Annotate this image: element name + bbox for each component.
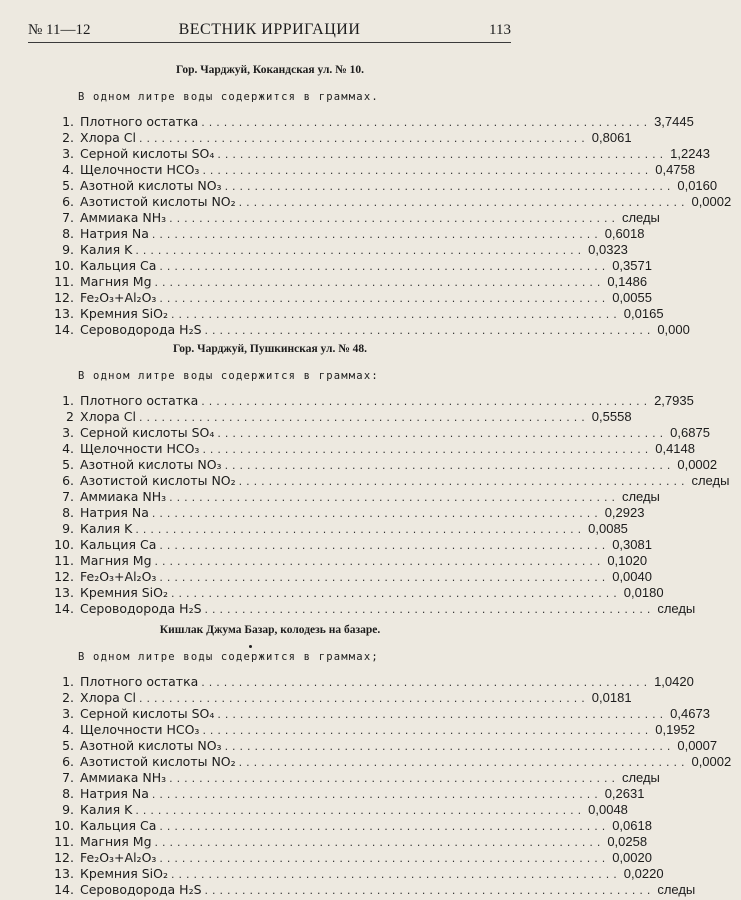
dot-leader: ............................................................ (204, 884, 655, 897)
header-rule (28, 42, 511, 43)
substance-name: Сероводорода H₂S (80, 601, 202, 616)
table-row (50, 786, 645, 802)
table-row (50, 409, 632, 425)
table-row (50, 754, 732, 770)
substance-name: Серной кислоты SO₄ (80, 146, 215, 161)
table-row (50, 114, 694, 130)
substance-value: 0,1020 (607, 553, 648, 568)
row-number: 12. (54, 290, 74, 305)
substance-value: 0,0160 (677, 178, 718, 193)
substance-name: Азотистой кислоты NO₂ (80, 754, 236, 769)
substance-name: Азотистой кислоты NO₂ (80, 194, 236, 209)
dot-leader: ............................................................ (154, 836, 605, 849)
dot-leader: ............................................................ (201, 116, 652, 129)
table-row (50, 690, 632, 706)
row-number: 7. (62, 770, 74, 785)
table-row (50, 802, 628, 818)
substance-name: Fe₂O₃+Al₂O₃ (80, 569, 157, 584)
substance-name: Серной кислоты SO₄ (80, 706, 215, 721)
substance-name: Сероводорода H₂S (80, 882, 202, 897)
substance-value: 0,0085 (588, 521, 628, 536)
row-number: 1. (62, 114, 74, 129)
row-number: 12. (54, 850, 74, 865)
dot-leader: ............................................................ (154, 276, 605, 289)
row-number: 4. (62, 162, 74, 177)
analysis-section-2 (50, 341, 730, 617)
substance-name: Щелочности HCO₃ (80, 722, 200, 737)
dot-leader: ............................................................ (138, 692, 589, 705)
table-row (50, 258, 652, 274)
dot-leader: ............................................................ (204, 324, 655, 337)
section-subtitle: В одном литре воды содержится в граммах. (78, 91, 379, 103)
substance-name: Аммиака NH₃ (80, 489, 167, 504)
dot-leader: ............................................................ (169, 212, 619, 225)
dot-leader: ............................................................ (135, 523, 586, 536)
dot-leader: ............................................................ (238, 475, 689, 488)
substance-name: Плотного остатка (80, 114, 199, 129)
substance-name: Кремния SiO₂ (80, 585, 168, 600)
table-row (50, 130, 632, 146)
substance-value: 0,8061 (591, 130, 632, 145)
dot-leader: ............................................................ (159, 292, 610, 305)
substance-name: Азотной кислоты NO₃ (80, 457, 222, 472)
page-header (28, 20, 511, 44)
table-row (50, 521, 628, 537)
substance-value: 0,0048 (588, 802, 628, 817)
row-number: 9. (62, 521, 74, 536)
dot-leader: ............................................................ (238, 756, 689, 769)
row-number: 12. (54, 569, 74, 584)
table-row (50, 537, 652, 553)
row-number: 10. (54, 818, 74, 833)
row-number: 11. (54, 553, 74, 568)
substance-value: 0,0020 (612, 850, 652, 865)
dot-leader: ............................................................ (224, 740, 675, 753)
dot-leader: ............................................................ (154, 555, 605, 568)
substance-value: 0,0165 (623, 306, 664, 321)
row-number: 5. (62, 738, 74, 753)
dot-leader: ............................................................ (159, 820, 610, 833)
substance-value: 0,3081 (612, 537, 652, 552)
substance-value: 0,0002 (691, 194, 732, 209)
substance-name: Щелочности HCO₃ (80, 162, 200, 177)
dot-leader: ............................................................ (202, 164, 653, 177)
dot-leader: ............................................................ (238, 196, 689, 209)
dot-leader: ............................................................ (217, 708, 668, 721)
row-number: 14. (54, 601, 74, 616)
row-number: 4. (62, 441, 74, 456)
substance-name: Калия K (80, 802, 133, 817)
substance-value: следы (657, 601, 696, 616)
dot-leader: ............................................................ (170, 868, 621, 881)
table-row (50, 553, 648, 569)
row-number: 8. (62, 786, 74, 801)
table-row (50, 425, 710, 441)
substance-name: Калия K (80, 521, 133, 536)
row-number: 2. (62, 690, 74, 705)
table-row (50, 834, 648, 850)
row-number: 1. (62, 674, 74, 689)
substance-value: 0,4758 (655, 162, 695, 177)
substance-name: Азотной кислоты NO₃ (80, 178, 222, 193)
table-row (50, 585, 664, 601)
table-row (50, 441, 695, 457)
substance-value: 0,1952 (655, 722, 695, 737)
dot-leader: ............................................................ (151, 788, 602, 801)
substance-value: 0,2631 (604, 786, 645, 801)
section-subtitle: В одном литре воды содержится в граммах; (78, 651, 379, 663)
substance-name: Серной кислоты SO₄ (80, 425, 215, 440)
dot-leader: ............................................................ (224, 459, 675, 472)
row-number: 7. (62, 210, 74, 225)
dot-leader: ............................................................ (135, 244, 586, 257)
dot-leader: ............................................................ (170, 587, 621, 600)
row-number: 1. (62, 393, 74, 408)
table-row (50, 194, 732, 210)
substance-name: Сероводорода H₂S (80, 322, 202, 337)
substance-value: 0,0258 (607, 834, 648, 849)
dot-leader: ............................................................ (204, 603, 655, 616)
table-row (50, 722, 695, 738)
section-title: Гор. Чарджуй, Кокандская ул. № 10. (176, 64, 364, 76)
substance-value: 0,0002 (677, 457, 718, 472)
row-number: 9. (62, 242, 74, 257)
dot-leader: ............................................................ (202, 724, 653, 737)
row-number: 10. (54, 537, 74, 552)
row-number: 5. (62, 178, 74, 193)
dot-leader: ............................................................ (151, 228, 602, 241)
row-number: 2 (66, 409, 74, 424)
substance-value: 1,0420 (654, 674, 694, 689)
dot-leader: ............................................................ (151, 507, 602, 520)
substance-value: 0,0323 (588, 242, 628, 257)
substance-name: Натрия Na (80, 226, 149, 241)
substance-value: 3,7445 (654, 114, 694, 129)
row-number: 9. (62, 802, 74, 817)
row-number: 8. (62, 226, 74, 241)
table-row (50, 162, 695, 178)
substance-value: 0,1486 (607, 274, 648, 289)
analysis-table (50, 393, 730, 617)
table-row (50, 178, 718, 194)
table-row (50, 242, 628, 258)
row-number: 10. (54, 258, 74, 273)
substance-value: 0,6018 (604, 226, 645, 241)
issue-number: № 11—12 (28, 22, 91, 38)
section-subtitle: В одном литре воды содержится в граммах: (78, 370, 379, 382)
substance-name: Аммиака NH₃ (80, 770, 167, 785)
dot-leader: ............................................................ (202, 443, 653, 456)
row-number: 6. (62, 473, 74, 488)
substance-value: 0,0180 (623, 585, 664, 600)
table-row (50, 818, 652, 834)
dot-leader: ............................................................ (224, 180, 675, 193)
dot-leader: ............................................................ (169, 772, 619, 785)
dot-leader: ............................................................ (170, 308, 621, 321)
substance-value: 0,0002 (691, 754, 732, 769)
row-number: 6. (62, 754, 74, 769)
substance-name: Хлора Cl (80, 409, 136, 424)
substance-name: Кремния SiO₂ (80, 866, 168, 881)
row-number: 11. (54, 274, 74, 289)
substance-name: Хлора Cl (80, 690, 136, 705)
table-row (50, 322, 690, 338)
substance-name: Плотного остатка (80, 393, 199, 408)
dot-leader: ............................................................ (138, 411, 589, 424)
substance-value: 0,4673 (670, 706, 710, 721)
substance-value: следы (621, 770, 660, 785)
row-number: 3. (62, 706, 74, 721)
table-row (50, 850, 652, 866)
substance-value: 0,0181 (591, 690, 632, 705)
table-row (50, 601, 696, 617)
journal-title: ВЕСТНИК ИРРИГАЦИИ (178, 21, 361, 38)
table-row (50, 569, 652, 585)
dot-leader: ............................................................ (159, 260, 610, 273)
row-number: 14. (54, 322, 74, 337)
table-row (50, 393, 694, 409)
substance-name: Аммиака NH₃ (80, 210, 167, 225)
substance-name: Кальция Ca (80, 818, 157, 833)
table-row (50, 674, 694, 690)
substance-value: следы (621, 489, 660, 504)
row-number: 4. (62, 722, 74, 737)
substance-value: следы (657, 882, 696, 897)
dot-leader: ............................................................ (217, 427, 668, 440)
substance-name: Fe₂O₃+Al₂O₃ (80, 290, 157, 305)
substance-name: Кремния SiO₂ (80, 306, 168, 321)
dot-leader: ............................................................ (135, 804, 586, 817)
substance-name: Щелочности HCO₃ (80, 441, 200, 456)
table-row (50, 457, 718, 473)
substance-value: 0,0055 (612, 290, 652, 305)
section-title: Кишлак Джума Базар, колодезь на базаре. (159, 624, 381, 636)
analysis-section-3 (50, 622, 732, 898)
table-row (50, 738, 718, 754)
substance-name: Кальция Ca (80, 537, 157, 552)
table-row (50, 146, 710, 162)
row-number: 7. (62, 489, 74, 504)
table-row (50, 306, 664, 322)
table-row (50, 770, 660, 786)
dot-leader: ............................................................ (169, 491, 619, 504)
dot-leader: ............................................................ (159, 539, 610, 552)
dot-leader: ............................................................ (159, 852, 610, 865)
substance-name: Хлора Cl (80, 130, 136, 145)
substance-value: следы (691, 473, 730, 488)
row-number: 11. (54, 834, 74, 849)
row-number: 6. (62, 194, 74, 209)
substance-name: Азотной кислоты NO₃ (80, 738, 222, 753)
analysis-table (50, 114, 732, 338)
row-number: 3. (62, 146, 74, 161)
substance-value: 0,0007 (677, 738, 718, 753)
table-row (50, 290, 652, 306)
substance-value: 1,2243 (670, 146, 710, 161)
substance-value: 0,000 (657, 322, 690, 337)
row-number: 13. (54, 585, 74, 600)
substance-name: Калия K (80, 242, 133, 257)
substance-value: 0,3571 (612, 258, 652, 273)
substance-name: Плотного остатка (80, 674, 199, 689)
substance-name: Натрия Na (80, 786, 149, 801)
substance-value: 0,0618 (612, 818, 652, 833)
section-title: Гор. Чарджуй, Пушкинская ул. № 48. (172, 343, 368, 355)
table-row (50, 210, 660, 226)
substance-name: Магния Mg (80, 834, 152, 849)
analysis-section-1 (50, 62, 732, 338)
table-row (50, 473, 730, 489)
dot-leader: ............................................................ (201, 676, 652, 689)
row-number: 8. (62, 505, 74, 520)
dot-leader: ............................................................ (217, 148, 668, 161)
substance-value: 0,0040 (612, 569, 652, 584)
page-number: 113 (489, 22, 511, 38)
table-row (50, 706, 710, 722)
substance-value: 0,0220 (623, 866, 664, 881)
substance-name: Азотистой кислоты NO₂ (80, 473, 236, 488)
dot-leader: ............................................................ (201, 395, 652, 408)
substance-value: 0,2923 (604, 505, 645, 520)
substance-name: Кальция Cа (80, 258, 157, 273)
substance-name: Магния Mg (80, 274, 152, 289)
substance-value: 0,5558 (591, 409, 632, 424)
table-row (50, 226, 645, 242)
substance-value: следы (621, 210, 660, 225)
table-row (50, 489, 660, 505)
table-row (50, 505, 645, 521)
table-row (50, 882, 696, 898)
substance-name: Магния Mg (80, 553, 152, 568)
row-number: 2. (62, 130, 74, 145)
row-number: 3. (62, 425, 74, 440)
table-row (50, 866, 664, 882)
substance-name: Натрия Na (80, 505, 149, 520)
analysis-table (50, 674, 732, 898)
row-number: 13. (54, 866, 74, 881)
dot-leader: ............................................................ (159, 571, 610, 584)
row-number: 5. (62, 457, 74, 472)
print-mark (249, 645, 252, 648)
substance-value: 0,6875 (670, 425, 710, 440)
dot-leader: ............................................................ (138, 132, 589, 145)
row-number: 13. (54, 306, 74, 321)
substance-value: 0,4148 (655, 441, 695, 456)
row-number: 14. (54, 882, 74, 897)
substance-value: 2,7935 (654, 393, 694, 408)
substance-name: Fe₂O₃+Al₂O₃ (80, 850, 157, 865)
table-row (50, 274, 648, 290)
